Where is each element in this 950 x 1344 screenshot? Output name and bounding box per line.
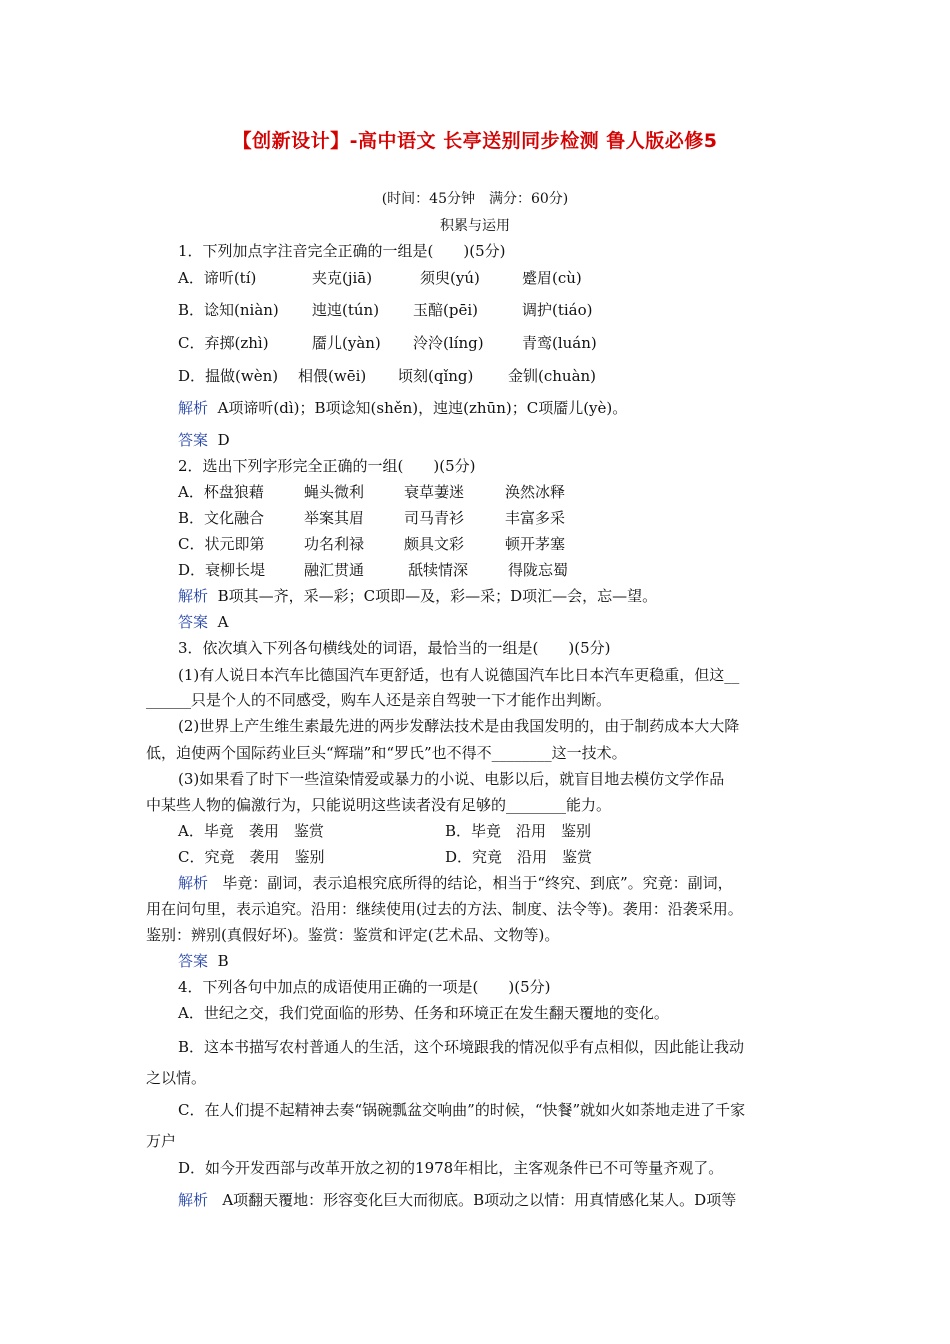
question-4-option-b: B．这本书描写农村普通人的生活，这个环境跟我的情况似乎有点相似，因此能让我动 — [178, 1038, 745, 1056]
option-text: D．衰柳长堤 — [178, 561, 266, 579]
option-text: 靥儿(yàn) — [312, 334, 381, 352]
question-3-analysis-cont: 用在问句里，表示追究。沿用：继续使用(过去的方法、制度、法令等)。袭用：沿袭采用。 — [146, 900, 743, 918]
option-text: 金钏(chuàn) — [508, 367, 597, 385]
analysis-label: 解析 — [178, 587, 209, 605]
question-3-sentence-2: (2)世界上产生维生素最先进的两步发酵法技术是由我国发明的，由于制药成本大大降 — [178, 717, 740, 735]
question-4-option-c-cont: 万户 — [146, 1132, 177, 1150]
answer-label: 答案 — [178, 952, 209, 970]
option-text: 玉醅(pēi) — [413, 301, 478, 319]
option-text: 得陇忘蜀 — [508, 561, 569, 579]
option-text: 顷刻(qǐng) — [398, 367, 474, 385]
option-text: 司马青衫 — [404, 509, 465, 527]
option-text: 衰草萋迷 — [404, 483, 465, 501]
option-text: C．弃掷(zhì) — [178, 334, 269, 352]
question-2-analysis — [178, 586, 657, 606]
analysis-label: 解析 — [178, 1191, 209, 1209]
option-text: 涣然冰释 — [505, 483, 566, 501]
answer-label: 答案 — [178, 431, 209, 449]
option-text: 融汇贯通 — [304, 561, 365, 579]
option-text: 舐犊情深 — [408, 561, 469, 579]
option-text: B．谂知(niàn) — [178, 301, 279, 319]
analysis-label: 解析 — [178, 399, 209, 417]
option-text: 顿开茅塞 — [505, 535, 566, 553]
option-text: C．状元即第 — [178, 535, 265, 553]
question-4-option-d: D．如今开发西部与改革开放之初的1978年相比，主客观条件已不可等量齐观了。 — [178, 1159, 724, 1177]
option-text: 蝇头微利 — [304, 483, 365, 501]
option-text: D．究竟 沿用 鉴赏 — [445, 848, 593, 866]
answer-text: D — [217, 431, 230, 449]
question-3-analysis-cont: 鉴别：辨别(真假好坏)。鉴赏：鉴赏和评定(艺术品、文物等)。 — [146, 926, 560, 944]
option-text: 蹙眉(cù) — [522, 269, 582, 287]
analysis-label: 解析 — [178, 874, 209, 892]
option-text: 颇具文彩 — [404, 535, 465, 553]
question-4-option-b-cont: 之以情。 — [146, 1069, 207, 1087]
document-title: 【创新设计】-高中语文 长亭送别同步检测 鲁人版必修5 — [232, 130, 718, 152]
analysis-text: 毕竟：副词，表示追根究底所得的结论，相当于“终究、到底”。究竟：副词， — [222, 874, 733, 892]
option-text: B．文化融合 — [178, 509, 265, 527]
question-2-stem: 2．选出下列字形完全正确的一组( )(5分) — [178, 457, 476, 475]
question-3-sentence-2-cont: 低，迫使两个国际药业巨头“辉瑞”和“罗氏”也不得不________这一技术。 — [146, 744, 627, 762]
question-3-sentence-1-cont: ______只是个人的不同感受，购车人还是亲自驾驶一下才能作出判断。 — [146, 691, 612, 709]
option-text: 调护(tiáo) — [522, 301, 593, 319]
question-2-answer — [178, 612, 228, 632]
question-3-stem: 3．依次填入下列各句横线处的词语，最恰当的一组是( )(5分) — [178, 639, 611, 657]
question-4-analysis — [178, 1190, 736, 1210]
answer-text: A — [217, 613, 229, 631]
question-3-answer — [178, 951, 229, 971]
answer-label: 答案 — [178, 613, 209, 631]
question-3-sentence-3: (3)如果看了时下一些渲染情爱或暴力的小说、电影以后，就盲目地去模仿文学作品 — [178, 770, 725, 788]
question-1-analysis — [178, 398, 627, 418]
question-4-option-a: A．世纪之交，我们党面临的形势、任务和环境正在发生翻天覆地的变化。 — [178, 1004, 669, 1022]
analysis-text: A项翻天覆地：形容变化巨大而彻底。B项动之以情：用真情感化某人。D项等 — [222, 1191, 737, 1209]
option-text: 举案其眉 — [304, 509, 365, 527]
option-text: 丰富多采 — [505, 509, 566, 527]
question-3-analysis — [178, 873, 733, 893]
question-3-sentence-1: (1)有人说日本汽车比德国汽车更舒适，也有人说德国汽车比日本汽车更稳重，但这__ — [178, 666, 740, 684]
exam-meta: (时间：45分钟 满分：60分) — [381, 191, 569, 207]
option-text: A．杯盘狼藉 — [178, 483, 264, 501]
question-4-option-c: C．在人们提不起精神去奏“锅碗瓢盆交响曲”的时候，“快餐”就如火如荼地走进了千家 — [178, 1101, 746, 1119]
option-text: C．究竟 袭用 鉴别 — [178, 848, 325, 866]
question-1-stem: 1．下列加点字注音完全正确的一组是( )(5分) — [178, 242, 506, 260]
option-text: 功名利禄 — [304, 535, 365, 553]
option-text: 须臾(yú) — [420, 269, 480, 287]
option-text: 迍迍(tún) — [312, 301, 380, 319]
option-text: A．谛听(tí) — [178, 269, 257, 287]
option-text: 夹克(jiā) — [312, 269, 373, 287]
analysis-text: A项谛听(dì)；B项谂知(shěn)，迍迍(zhūn)；C项靥儿(yè)。 — [217, 399, 628, 417]
question-1-answer — [178, 430, 230, 450]
option-text: A．毕竟 袭用 鉴赏 — [178, 822, 324, 840]
option-text: 青鸾(luán) — [522, 334, 597, 352]
question-3-sentence-3-cont: 中某些人物的偏激行为，只能说明这些读者没有足够的________能力。 — [146, 796, 612, 814]
option-text: 相偎(wēi) — [298, 367, 367, 385]
option-text: D．揾做(wèn) — [178, 367, 279, 385]
question-4-stem: 4．下列各句中加点的成语使用正确的一项是( )(5分) — [178, 978, 551, 996]
option-text: 泠泠(líng) — [413, 334, 484, 352]
section-heading: 积累与运用 — [440, 218, 510, 234]
option-text: B．毕竟 沿用 鉴别 — [445, 822, 592, 840]
answer-text: B — [217, 952, 229, 970]
analysis-text: B项其—齐，采—彩；C项即—及，彩—采；D项汇—会，忘—望。 — [217, 587, 658, 605]
